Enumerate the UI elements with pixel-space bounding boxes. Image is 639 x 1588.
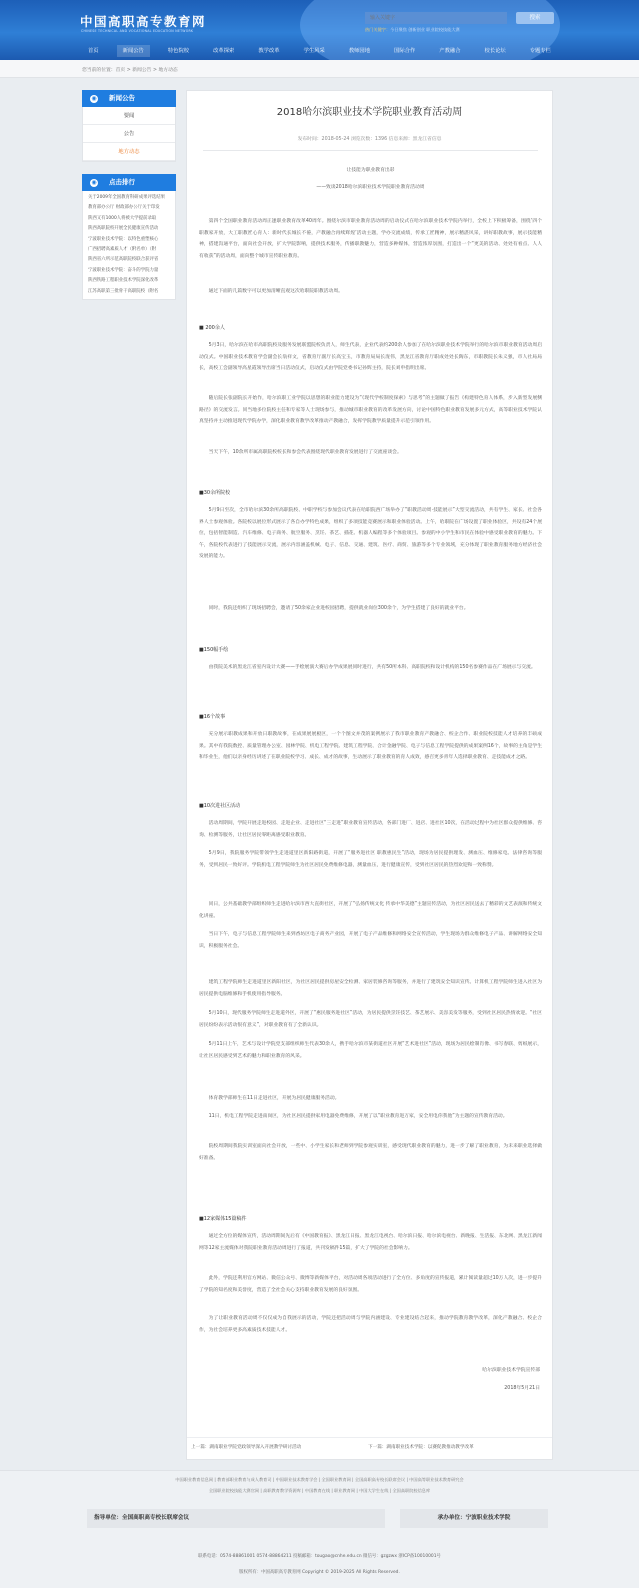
article-paragraph: 通过下面的几篇数字可以更加清晰直观这次哈职院职教活动周。 <box>208 289 343 294</box>
hot-keywords-list[interactable]: 今日聚焦 创新创业 职业院校技能大赛 <box>390 27 460 32</box>
rank-item[interactable]: 陕西省六所示范高职院校联合获评省 <box>88 257 159 263</box>
nav-forum[interactable]: 校长论坛 <box>484 48 506 54</box>
footer-copyright: 版权所有：中国高职高专教育网 Copyright © 2019-2025 All Rights Reserved. <box>239 1570 400 1575</box>
rank-icon: ◉ <box>91 178 97 186</box>
footer-links-2[interactable]: 全国职业院校技能大赛官网 | 高职教育教学资源库 | 中国教育在线 | 职业教育网 | 中国大学生在线 | 全国高职院校信息库 <box>208 1488 431 1493</box>
next-article-link[interactable]: 下一篇：湖南职业技术学院：以赛促教推动教学改革 <box>368 1445 474 1450</box>
section-heading: ■12家媒体15篇稿件 <box>199 1216 247 1222</box>
article-paragraph: 此外，学院还利用官方网站、微信公众号、微博等新媒体平台，对活动周各项活动进行了全方位、多角度的宣传报道，累计阅读量超过10万人次，进一步提升了学院的知名度和美誉度，营造了全社会关心支持职业教育发展的良好氛围。 <box>199 1276 542 1293</box>
article-paragraph: 通过全方位的媒体宣传，活动周期间先后有《中国教育报》、黑龙江日报、黑龙江电视台、哈尔滨日报、哈尔滨电视台、新晚报、生活报、东北网、黑龙江新闻网等12家主流媒体对我院职业教育活动周进行了报道，共刊发稿件15篇，扩大了学院的社会影响力。 <box>199 1234 542 1251</box>
article-paragraph: 充分展示职教成果和开放日职教故事，在成果展展板区，一个个图文并茂的案例展示了我市职业教育产教融合、校企合作、职业院校技能人才培养的丰硕成果。其中有我院数控、质量管理办公室、园林学院、机电工程学院、建筑工程学院、合计金融学院、电子与信息工程学院提供的成果案例16个，故事的主角是学生和毕业生，他们以亲身经历讲述了在职业院校学习、成长、成才的故事，生动展示了职业教育的育人成效，感召更多青年人选择职业教育、走技能成才之路。 <box>199 732 542 761</box>
article-paragraph: 同日，公共基础教学部组织师生走进哈尔滨市西大直街社区，开展了“弘扬传统文化 传承中华美德”主题宣传活动，为社区居民送去了精彩的文艺表演和传统文化讲座。 <box>199 902 542 919</box>
article-paragraph: 11日，机电工程学院走进南岗区，为社区居民提供家用电器免费维修，开展了以“职业教育进万家，安全用电你我他”为主题的宣传教育活动。 <box>208 1114 508 1119</box>
nav-news[interactable]: 新闻公告 <box>117 45 150 57</box>
article-paragraph: 5月10日，现代服务学院师生走进道外区，开展了“惠民服务进社区”活动，为居民提供烹饪技艺、茶艺展示、美容美发等服务，受到社区居民热情欢迎。“社区居民纷纷表示活动很有意义”，对职业教育有了全新认识。 <box>199 1011 542 1028</box>
prev-article-link[interactable]: 上一篇：湖南职业学院党政领导深入开展教学研讨活动 <box>191 1445 302 1450</box>
section-heading: ■150幅手绘 <box>199 647 229 653</box>
news-panel-label: 新闻公告 <box>109 94 135 102</box>
footer-contact: 联系电话：0574-88861001 0574-88864211 投稿邮箱：tougao@cnhe.edu.cn 微信号：gzgzwx 浙ICP备10010001号 <box>198 1554 441 1559</box>
rank-list <box>82 191 176 300</box>
rank-item[interactable]: 江苏高职第三批骨干高职院校（附名 <box>88 288 159 294</box>
article-subtitle: 让技能为职业教育出彩 <box>346 168 395 173</box>
rank-item[interactable]: 关于2009年全国教育科研成果评选结果 <box>88 195 166 200</box>
rank-item[interactable]: 教育部办公厅 财政部办公厅关于印发 <box>88 205 160 211</box>
breadcrumb[interactable]: 您当前的位置：首页 > 新闻公告 > 地方动态 <box>82 68 178 73</box>
article-paragraph: 院校周期间我院实训室面向社会开放，一些中、小学生家长和老师到学院参观实训室，感受现代职业教育的魅力，进一步了解了职业教育，为未来职业选择做好准备。 <box>199 1144 542 1161</box>
rank-panel-title <box>82 174 176 191</box>
host-unit: 指导单位：全国高职高专校长联席会议 <box>87 1509 385 1528</box>
nav-teaching-reform[interactable]: 教学改革 <box>258 48 280 54</box>
subnav-headlines[interactable]: 要闻 <box>83 107 175 125</box>
article-paragraph: 当日下午，电子与信息工程学院师生来到香坊区电子商务产业园，开展了电子产品维修和网络安全宣传活动，学生现场为群众维修电子产品、讲解网络安全知识，积极服务社会。 <box>199 932 542 949</box>
news-icon: ◉ <box>91 94 97 102</box>
nav-teachers[interactable]: 教师园地 <box>348 48 371 54</box>
undertake-unit: 承办单位：宁波职业技术学院 <box>400 1509 548 1528</box>
main-nav <box>82 45 557 57</box>
rank-item[interactable]: 宁波职业技术学院：奋斗的学院力量 <box>88 267 159 273</box>
nav-students[interactable]: 学生风采 <box>303 48 325 54</box>
prev-next-nav <box>187 1437 552 1449</box>
article-paragraph: 为了让职业教育活动周不仅仅成为自我展示的活动，学院还把活动周与学院内涵建设、专业建设结合起来，推动学院教育教学改革，深化产教融合、校企合作，为社会培养更多高素质技术技能人才。 <box>199 1316 542 1333</box>
rank-item[interactable]: 陕西又有1000人将被大学提前录取 <box>88 215 157 221</box>
article-paragraph: 5月9日至次，全市哈尔滨30余所高职院校、中职学校与参加会议代表在哈职院西广场举办了“职教活动周·技能展示”大型交流活动，共有学生、家长、社会各界人士参观体验。各院校以展位形式展示了各自办学特色成果，组织了多项技能竞赛展示和职业体验活动。上午，哈职院在广场设置了职业体验区，共设有24个展位，包括智能制造、汽车维修、电子商务、航空服务、烹饪、茶艺、插花、机器人编程等多个体验项目。参观的中小学生和市民在体验中感受职业教育的魅力。下午，各院校代表进行了技能展示交流，展示内容涵盖机械、电子、信息、交通、建筑、医疗、商贸、旅游等多个专业领域，充分体现了职业教育服务地方经济社会发展的能力。 <box>199 508 542 560</box>
search-button[interactable]: 搜索 <box>516 12 554 24</box>
nav-home[interactable]: 首页 <box>88 48 99 54</box>
section-heading: ■ 200余人 <box>199 325 225 331</box>
rank-item[interactable]: 陕西铁路工程职业技术学院深化改革 <box>88 278 159 284</box>
signature-org: 哈尔滨职业技术学院宣传部 <box>482 1368 540 1373</box>
article-paragraph: 5月9日，我院服务学院带领学生走进道里区新阳路街道，开展了“服务进社区 职教惠民生”活动，现场为居民提供理发、测血压、维修家电、法律咨询等服务，受到居民一致好评。学院机电工程学院师生为社区居民免费维修电器，测量血压，进行健康宣传，受到社区居民的热烈欢迎和一致称赞。 <box>199 851 542 868</box>
rank-item[interactable]: 宁波职业技术学院：以特色重塑核心 <box>88 236 159 242</box>
signature-date: 2018年5月21日 <box>504 1386 540 1391</box>
nav-international[interactable]: 国际合作 <box>394 48 416 54</box>
rank-item[interactable]: 陕西高职院校开展全民健康宣传活动 <box>88 226 159 232</box>
article-paragraph: 由我院美术的黑龙江省室内设计大赛——手绘展演大赛后办学成果展同时进行，共有50所本科、高职院校和设计机构的150名参赛作品在广场展示与交流。 <box>208 665 536 670</box>
article-paragraph: 建筑工程学院师生走进道里区新阳社区，为社区居民提供房屋安全检测、家居装修咨询等服务，并进行了建筑安全知识宣传。计算机工程学院师生进入社区为居民提供电脑维修和手机使用指导服务。 <box>199 980 542 997</box>
rank-panel-label: 点击排行 <box>109 178 135 186</box>
site-logo[interactable]: 中国高职高专教育网 <box>80 14 207 29</box>
site-logo-en: CHINESE TECHNICAL AND VOCATIONAL EDUCATION NETWORK <box>81 29 194 33</box>
hot-keywords-label: 热门关键字： <box>365 27 391 32</box>
subnav-local-news[interactable]: 地方动态 <box>83 143 175 161</box>
section-heading: ■30余所院校 <box>199 490 231 496</box>
hot-keywords <box>365 27 460 33</box>
search-input[interactable] <box>365 12 507 24</box>
nav-industry[interactable]: 产教融合 <box>439 48 461 54</box>
nav-reform[interactable]: 改革探索 <box>213 48 235 54</box>
article-divider <box>203 150 538 151</box>
article-title: 2018哈尔滨职业技术学院职业教育活动周 <box>276 107 463 118</box>
article-paragraph: 活动周期间，学院开展走进校园、走进企业、走进社区“三走进”职业教育宣传活动，各部门进厂、进店、进社区10次，在活动过程中为社区群众提供维修、咨询、检测等服务，让社区居民零距离感受职业教育。 <box>199 821 542 838</box>
article-meta: 发布时间：2018-05-24 浏览次数：1396 信息来源：黑龙江省信息 <box>297 137 442 142</box>
article-paragraph: 5月3日，哈尔滨在哈市高职院校及服务发展联盟院校负责人，师生代表，企业代表约200余人参加了在哈尔滨职业技术学院举行的哈尔滨市职业教育活动周启动仪式。中国职业技术教育学会副会长翁祥文，省教育厅副厅长高宝玉，市教育局局长庞伟，黑龙江省教育厅职成处处长陶东，市职教院长朱义强，市人社局局长，高校工会副领导高星霞领导出席当日活动仪式，启动仪式由学院党委书记孙辉主持，院长刘申指明出席。 <box>199 343 542 372</box>
sidebar <box>82 90 176 300</box>
article-paragraph: 随后院长张副院长开始作，哈尔滨职工业学院以思想的职业能力建设为“《现代学校制度探索》与思考”的主题做了报告《构建特色育人体系，步入新型发展侧路径》的交流发言。同当地多位院校主任和专家等人士现场参与，推动城市职业教育的改革发展方向，讨论中国特色职业教育发展多元方式，高等职业技术学院认真坚持并主动推进现代学院办学，深化职业教育教学改革推动产教融合，发挥学院教学质量提升示范引领作用。 <box>199 396 542 425</box>
subnav-announcements[interactable]: 公告 <box>83 125 175 143</box>
article-subtitle-2: ——致谈2018哈尔滨职业技术学院职业教育活动周 <box>316 185 425 190</box>
section-heading: ■10次进社区活动 <box>199 803 241 809</box>
nav-special[interactable]: 专题专栏 <box>529 48 551 54</box>
nav-featured-schools[interactable]: 特色院校 <box>167 48 190 54</box>
article-paragraph: 当天下午，10余所市属高职院校校长和参会代表围绕现代职业教育发展进行了交流座谈会。 <box>208 450 402 455</box>
article-paragraph: 体育教学部师生在11日走进社区，开展为居民健康服务活动。 <box>208 1096 340 1101</box>
news-subnav <box>82 107 176 162</box>
rank-item[interactable]: 广西招聘高素质人才（附名单）（附 <box>88 246 157 252</box>
site-header <box>0 0 639 60</box>
section-heading: ■16个故事 <box>199 714 226 720</box>
news-panel-title <box>82 90 176 107</box>
article-paragraph: 5月11日上午，艺术与设计学院党支部组织师生代表30余人，携手哈尔滨市某街道社区开展“艺术进社区”活动，现场为居民绘制肖像、书写春联、剪纸展示，让社区居民感受到艺术的魅力和职业教育的风采。 <box>199 1042 542 1059</box>
article-paragraph: 第四个全国职业教育活动周正逢职业教育改革40周年。围绕尔滨市职业教育活动周的启动仪式在哈尔滨职业技术学院内举行，全校上下积极筹备，围绕‘四个职教家开放，大工职教匠心育人：新时代长城长不倦，产教融合再续辉煌’活动主题，学办交流成绩，传承工匠精神，展示精湛风采，讲好职教故事，展示技能精神，搭建沟通平台，面向社会开放，扩大学院影响，提供技术服务，传播职教魅力，营造多种媒体，营造浓厚氛围，打造出一个“更美的活动、处处有看点、人人有收获”的活动周，面向整个城市宣传职业教育。 <box>199 219 542 259</box>
article-paragraph: 同时，我院还组织了现场招聘会，邀请了50余家企业进校园招聘，提供就业岗位300余个，为学生搭建了良好的就业平台。 <box>208 606 469 611</box>
footer-links[interactable]: 中国职业教育信息网 | 教育部职业教育与成人教育司 | 中国职业技术教育学会 | 全国职业教育网 | 全国高职高专校长联席会议 | 中国高等职业技术教育研究会 <box>175 1477 464 1482</box>
site-footer <box>0 1470 639 1588</box>
article-panel <box>186 90 553 1460</box>
